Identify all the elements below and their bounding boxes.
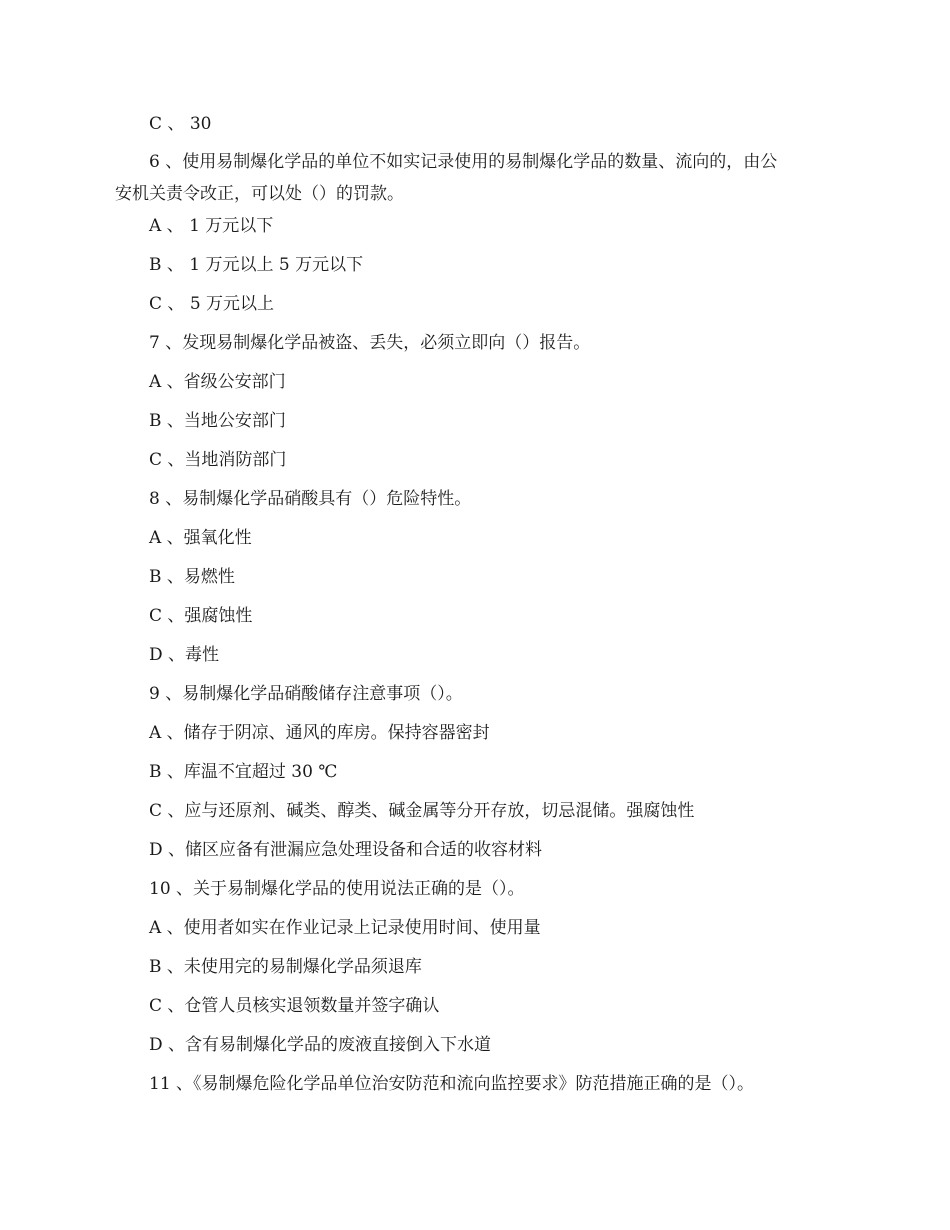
- option-line: C 、应与还原剂、碱类、醇类、碱金属等分开存放，切忌混储。强腐蚀性: [149, 801, 695, 821]
- option-line: C 、仓管人员核实退领数量并签字确认: [149, 996, 440, 1016]
- option-line: A 、强氧化性: [149, 528, 252, 548]
- option-line: A 、省级公安部门: [149, 372, 286, 392]
- option-line: A 、使用者如实在作业记录上记录使用时间、使用量: [149, 918, 541, 938]
- question-6: [115, 146, 839, 210]
- question-10: 10 、关于易制爆化学品的使用说法正确的是（）。: [149, 879, 525, 899]
- question-8: 8 、易制爆化学品硝酸具有（）危险特性。: [149, 489, 472, 509]
- option-line: B 、易燃性: [149, 567, 235, 587]
- option-line: C 、 5 万元以上: [149, 294, 275, 314]
- question-11: 11 、《易制爆危险化学品单位治安防范和流向监控要求》防范措施正确的是（）。: [149, 1074, 755, 1094]
- option-line: C 、强腐蚀性: [149, 606, 253, 626]
- option-line: A 、 1 万元以下: [149, 216, 274, 236]
- option-line: B 、当地公安部门: [149, 411, 286, 431]
- option-line: D 、储区应备有泄漏应急处理设备和合适的收容材料: [149, 840, 543, 860]
- option-line: B 、 1 万元以上 5 万元以下: [149, 255, 364, 275]
- question-9: 9 、易制爆化学品硝酸储存注意事项（）。: [149, 684, 463, 704]
- option-line: C 、当地消防部门: [149, 450, 287, 470]
- question-text: 6 、使用易制爆化学品的单位不如实记录使用的易制爆化学品的数量、流向的，由公: [149, 152, 778, 172]
- option-line: B 、库温不宜超过 30 ℃: [149, 762, 338, 782]
- option-line: D 、含有易制爆化学品的废液直接倒入下水道: [149, 1035, 492, 1055]
- option-line: B 、未使用完的易制爆化学品须退库: [149, 957, 422, 977]
- option-line: C 、 30: [149, 114, 212, 134]
- option-line: A 、储存于阴凉、通风的库房。保持容器密封: [149, 723, 490, 743]
- option-line: D 、毒性: [149, 645, 220, 665]
- question-7: 7 、发现易制爆化学品被盗、丢失，必须立即向（）报告。: [149, 333, 591, 353]
- question-text-continued: 安机关责令改正，可以处（）的罚款。: [115, 184, 404, 204]
